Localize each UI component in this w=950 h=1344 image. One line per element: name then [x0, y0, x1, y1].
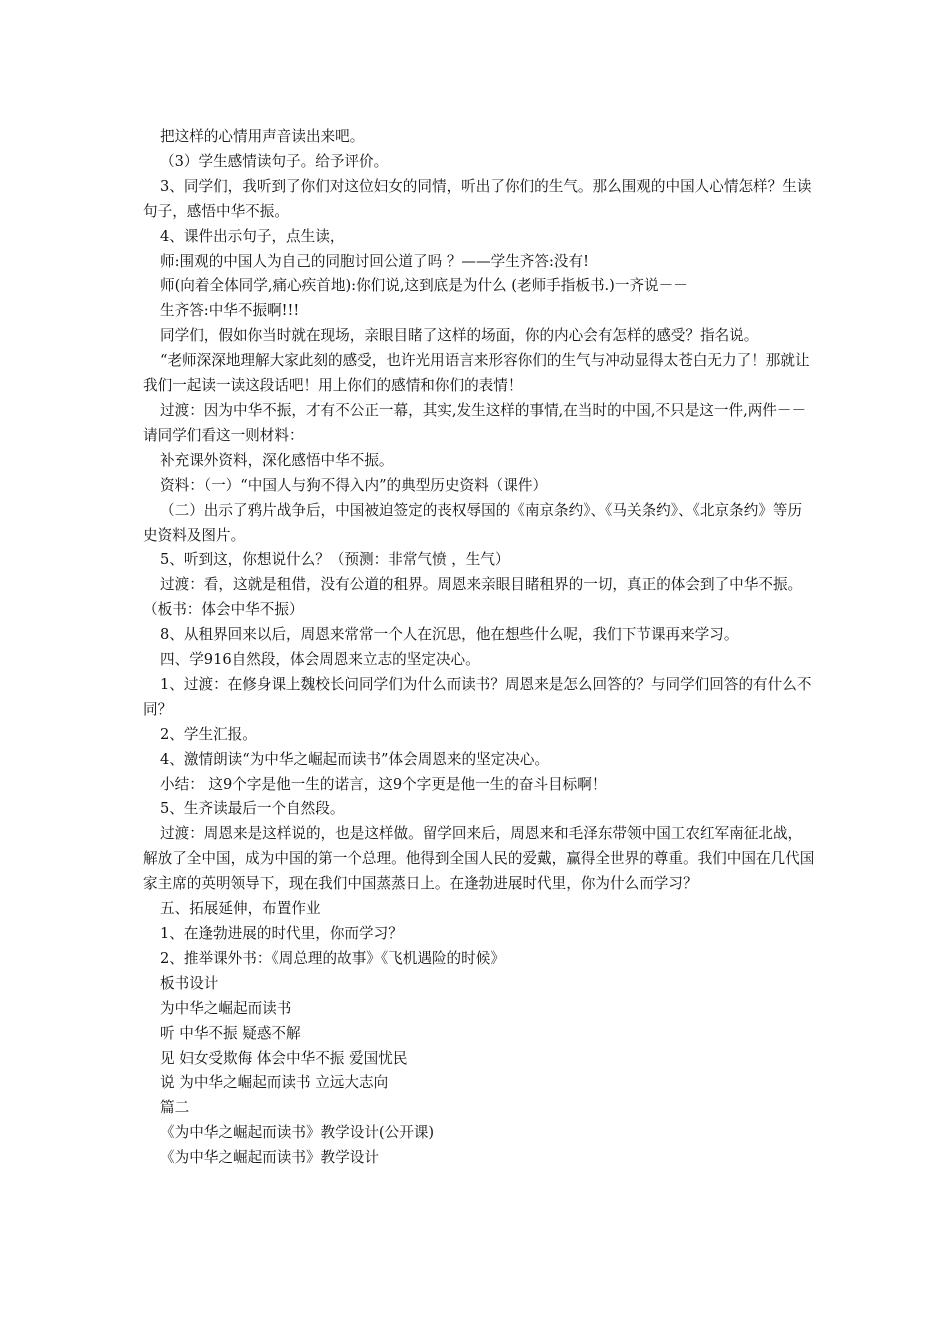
document-title: 《为中华之崛起而读书》教学设计(公开课) [160, 1124, 435, 1142]
part-heading: 篇二 [160, 1099, 190, 1117]
paragraph: 1、在逢勃进展的时代里，你而学习？ [160, 925, 403, 942]
paragraph: 同学们，假如你当时就在现场，亲眼目睹了这样的场面，你的内心会有怎样的感受？指名说。 [160, 327, 759, 345]
paragraph: 把这样的心情用声音读出来吧。 [160, 128, 365, 145]
paragraph: 补充课外资料，深化感悟中华不振。 [160, 451, 394, 469]
paragraph: 2、学生汇报。 [160, 725, 257, 743]
document-title: 《为中华之崛起而读书》教学设计 [160, 1149, 379, 1167]
paragraph: 8、从租界回来以后，周恩来常常一个人在沉思，他在想些什么呢，我们下节课再来学习。 [160, 626, 739, 644]
board-design-line: 为中华之崛起而读书 [160, 999, 292, 1017]
paragraph: 资料：（一）“中国人与狗不得入内”的典型历史资料（课件） [160, 476, 548, 494]
paragraph: 过渡：因为中华不振，才有不公正一幕，其实,发生这样的事情,在当时的中国,不只是这一件,两件－－ 请同学们看这一则材料： [143, 401, 811, 444]
paragraph: （3）学生感情读句子。给予评价。 [160, 152, 389, 170]
paragraph: 师(向着全体同学,痛心疾首地):你们说,这到底是为什么 (老师手指板书.)一齐说－－ [160, 277, 688, 295]
paragraph: 过渡：看，这就是租借，没有公道的租界。周恩来亲眼目睹租界的一切，真正的体会到了中华不振。（板书：体会中华不振） [143, 576, 803, 619]
board-design-title: 板书设计 [160, 974, 219, 992]
board-design-line: 见 妇女受欺侮 体会中华不振 爱国忧民 [160, 1049, 408, 1067]
board-design-line: 听 中华不振 疑惑不解 [160, 1024, 301, 1042]
paragraph: 2、推举课外书：《周总理的故事》《飞机遇险的时候》 [160, 949, 505, 967]
paragraph: 4、课件出示句子，点生读， [160, 227, 345, 245]
paragraph: 5、听到这，你想说什么？（预测：非常气愤 ，生气） [160, 551, 510, 569]
paragraph: 小结： 这9个字是他一生的诺言，这9个字更是他一生的奋斗目标啊！ [160, 775, 607, 793]
paragraph: 过渡：周恩来是这样说的，也是这样做。留学回来后，周恩来和毛泽东带领中国工农红军南征北战，解放了全中国，成为中国的第一个总理。他得到全国人民的爱戴，赢得全世界的尊重。我们中国在几代国家主席的英明领导下，现在我们中国蒸蒸日上。在逢勃进展时代里，你为什么而学习？ [143, 825, 815, 893]
paragraph: 3、同学们，我听到了你们对这位妇女的同情，听出了你们的生气。那么围观的中国人心情怎样？生读句子，感悟中华不振。 [143, 177, 812, 220]
paragraph: 生齐答:中华不振啊!!! [160, 302, 300, 320]
paragraph: “老师深深地理解大家此刻的感受，也许光用语言来形容你们的生气与冲动显得太苍白无力了！那就让我们一起读一读这段话吧！用上你们的感情和你们的表情！ [143, 352, 810, 395]
paragraph: 师:围观的中国人为自己的同胞讨回公道了吗 ？——学生齐答:没有! [160, 252, 589, 270]
paragraph: （二）出示了鸦片战争后，中国被迫签定的丧权辱国的《南京条约》、《马关条约》、《北京条约》等历史资料及图片。 [143, 501, 803, 544]
section-heading: 四、学916自然段，体会周恩来立志的坚定决心。 [160, 651, 480, 669]
paragraph: 1、过渡：在修身课上魏校长问同学们为什么而读书？周恩来是怎么回答的？与同学们回答的有什么不同？ [143, 675, 812, 718]
section-heading: 五、拓展延伸，布置作业 [160, 900, 321, 918]
paragraph: 4、激情朗读“为中华之崛起而读书”体会周恩来的坚定决心。 [160, 750, 550, 768]
board-design-line: 说 为中华之崛起而读书 立远大志向 [160, 1074, 389, 1092]
document-body [143, 125, 815, 1171]
paragraph: 5、生齐读最后一个自然段。 [160, 800, 345, 818]
